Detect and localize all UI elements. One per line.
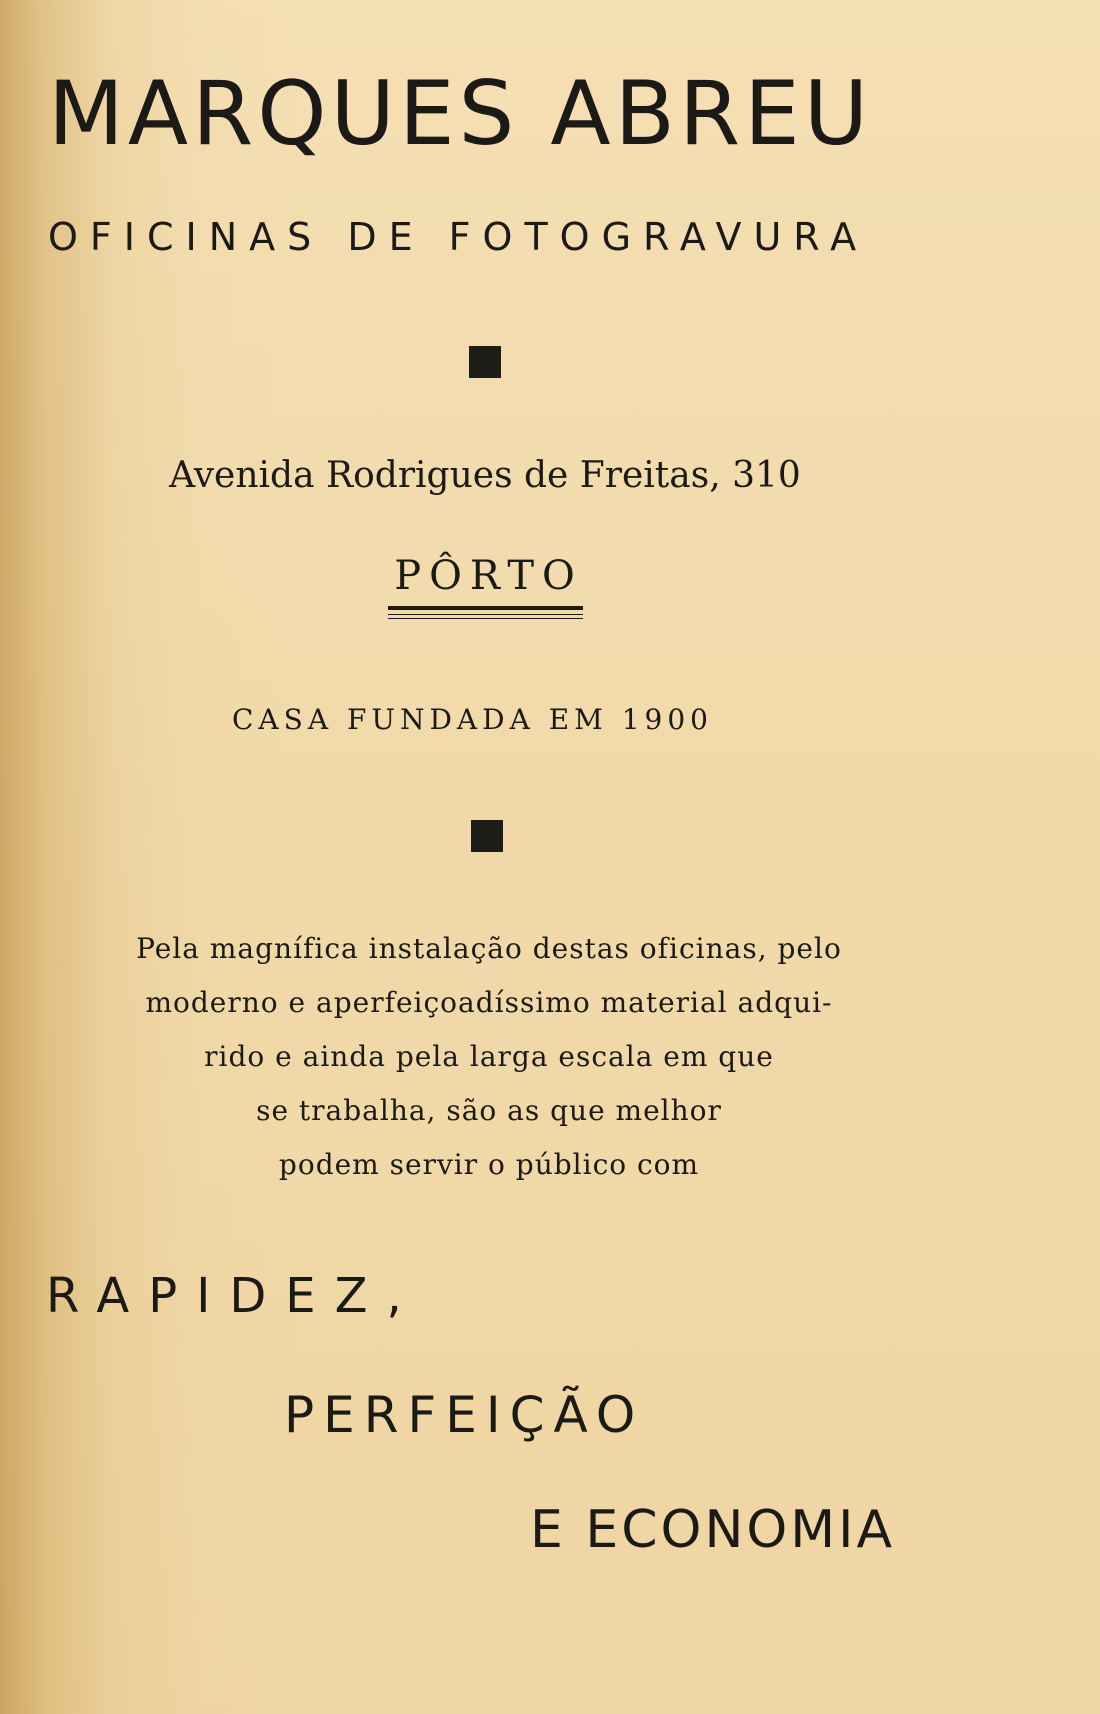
city-underline-thin-2: [388, 618, 583, 619]
slogan-economia: E ECONOMIA: [530, 1500, 896, 1560]
founded-line: CASA FUNDADA EM 1900: [232, 703, 713, 736]
company-name: MARQUES ABREU: [48, 62, 873, 165]
square-ornament-icon: [471, 820, 503, 852]
body-line: podem servir o público com: [278, 1148, 700, 1181]
city-name: PÔRTO: [394, 553, 583, 599]
city-underline-thin: [388, 614, 583, 615]
square-ornament-icon: [469, 346, 501, 378]
city-block: [388, 553, 583, 619]
body-line: moderno e aperfeiçoadíssimo material adqui-: [145, 986, 833, 1019]
body-line: rido e ainda pela larga escala em que: [204, 1040, 774, 1073]
slogan-perfeicao: PERFEIÇÃO: [284, 1386, 645, 1444]
body-line: Pela magnífica instalação destas oficinas, pelo: [136, 932, 842, 965]
slogan-rapidez: RAPIDEZ,: [46, 1268, 421, 1324]
street-address: Avenida Rodrigues de Freitas, 310: [169, 455, 801, 496]
city-underline-thick: [388, 606, 583, 610]
body-line: se trabalha, são as que melhor: [256, 1094, 722, 1127]
company-subtitle: OFICINAS DE FOTOGRAVURA: [48, 215, 869, 259]
body-paragraph: [0, 922, 978, 1192]
